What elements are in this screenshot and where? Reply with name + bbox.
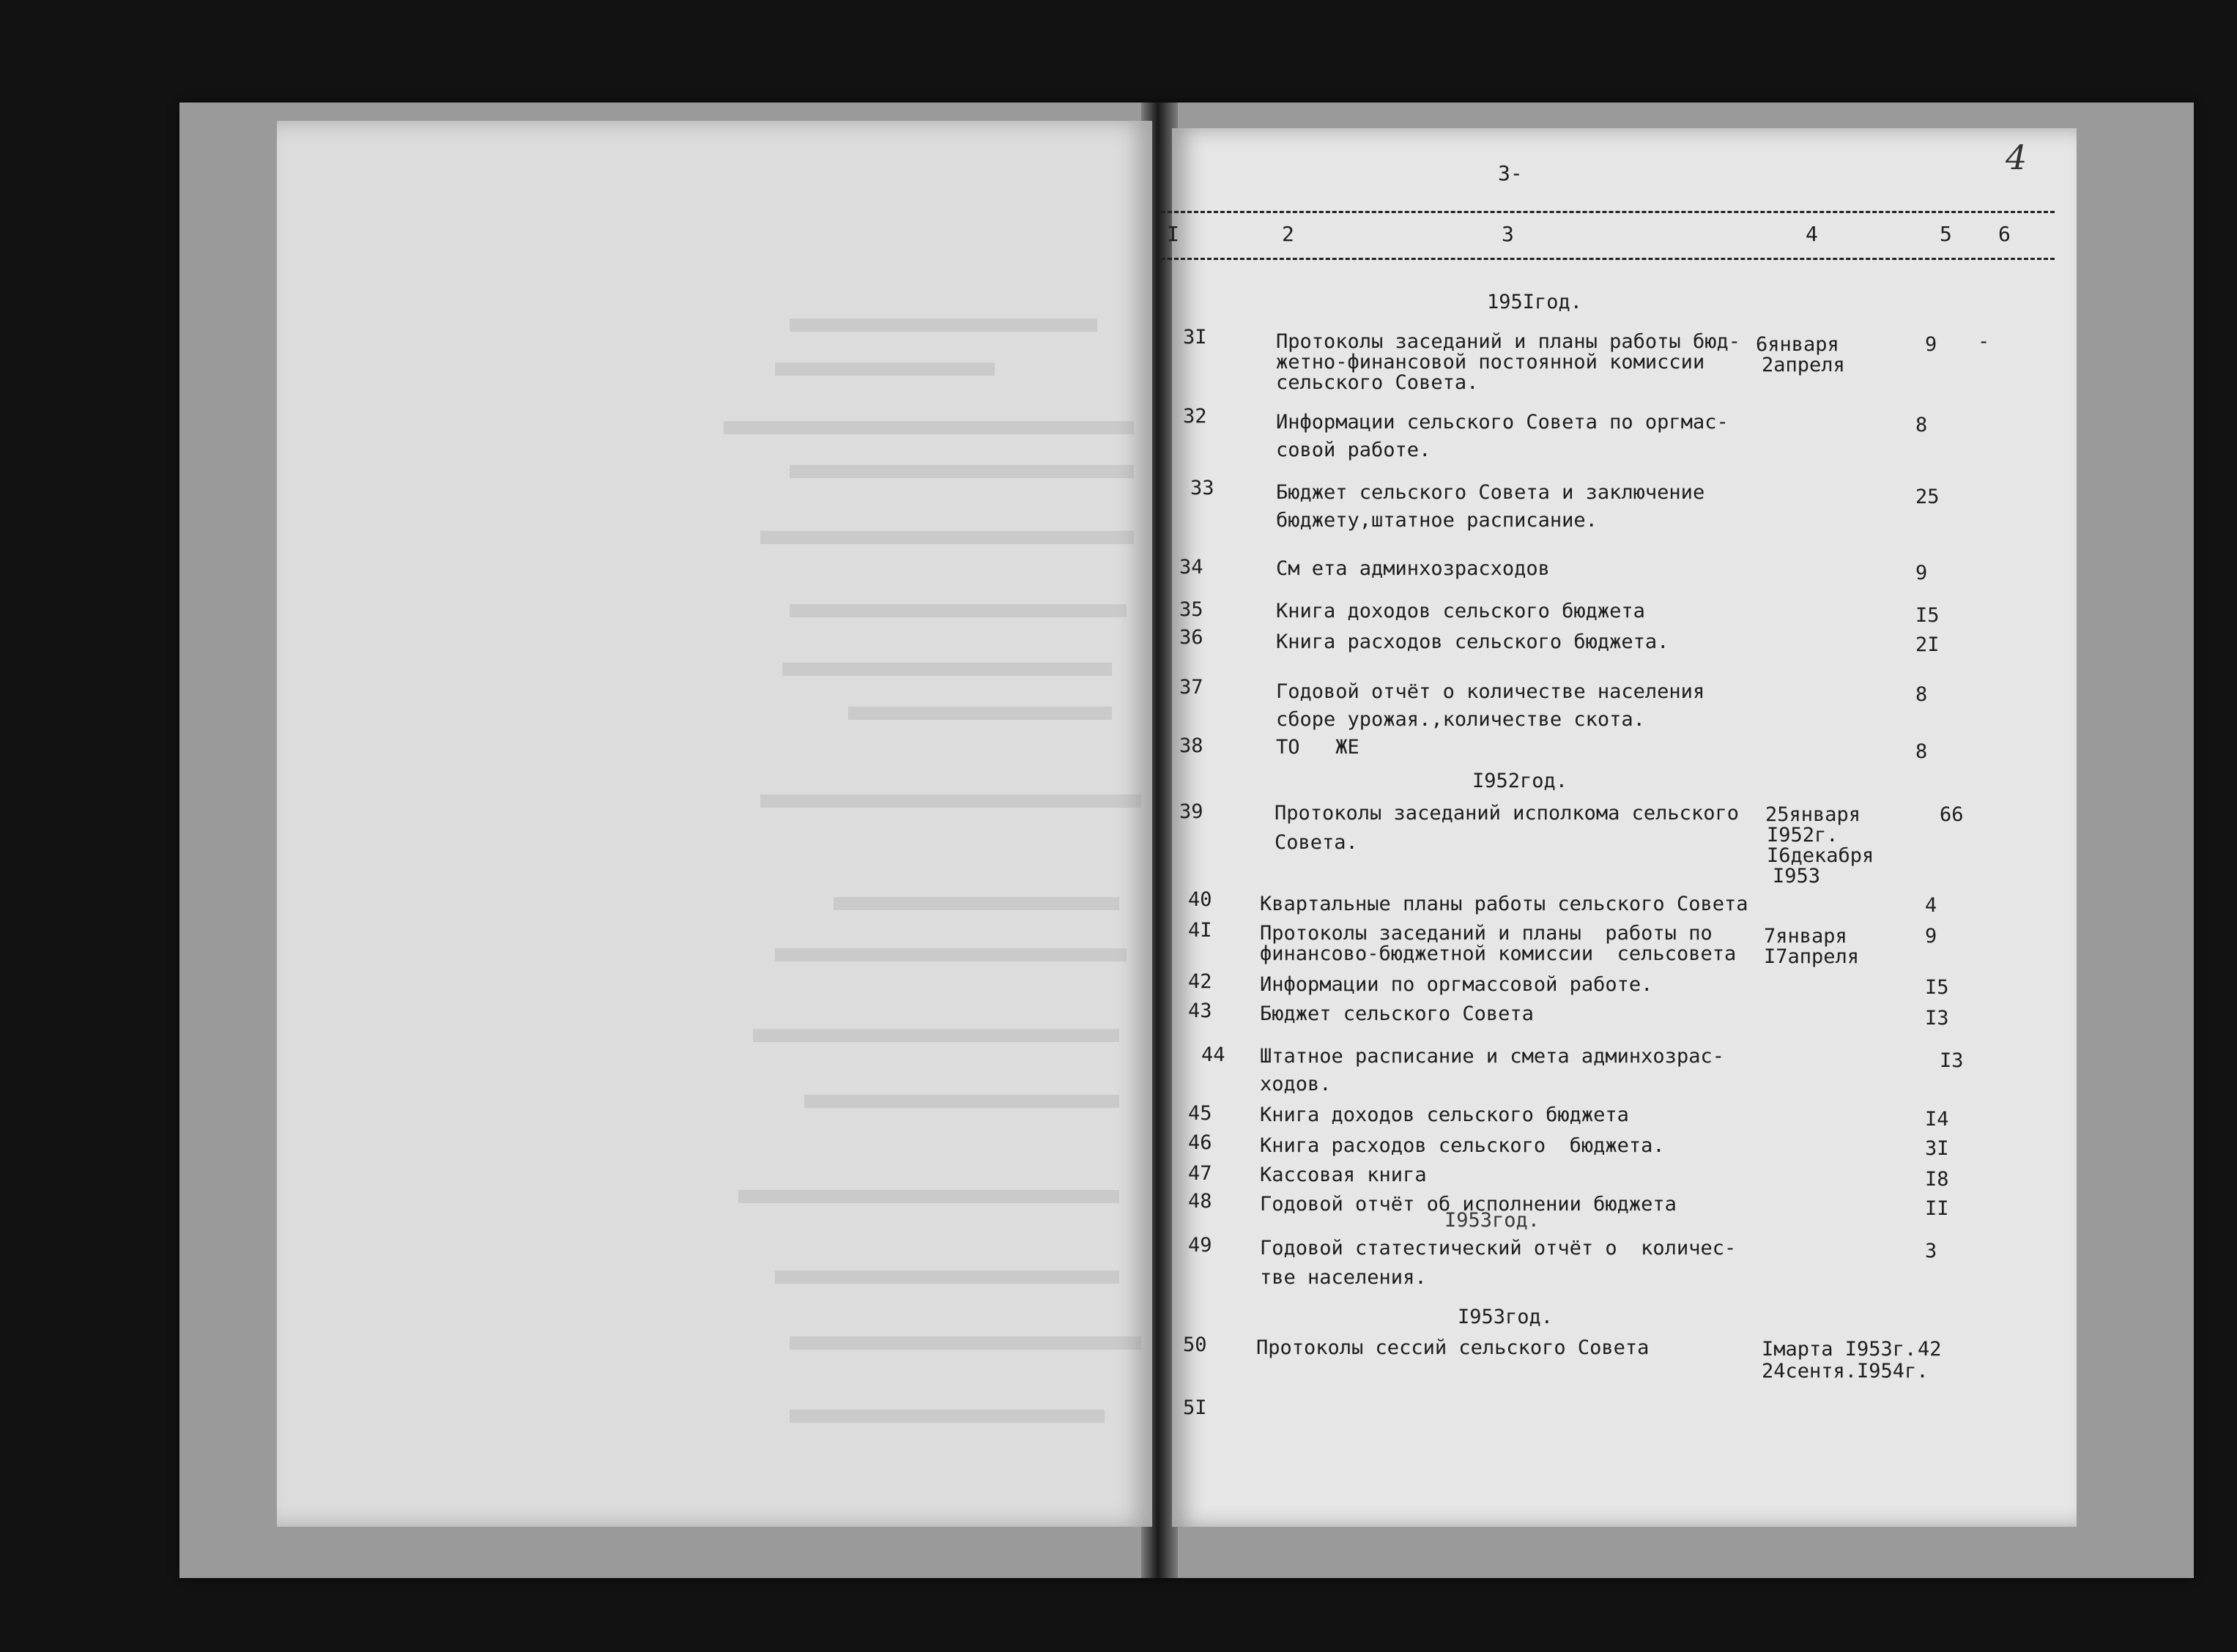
row-number: 38: [1179, 734, 1203, 757]
row-title-line: ТО ЖЕ: [1276, 736, 1359, 759]
row-sheet-count: 25: [1915, 485, 1940, 508]
bleed-through-line: [738, 1190, 1119, 1203]
row-date-line: 24сентя.I954г.: [1762, 1360, 1929, 1383]
row-title-line: Информации сельского Совета по оргмас-: [1276, 411, 1729, 434]
row-date-line: 25января: [1765, 803, 1861, 826]
row-number: 32: [1183, 405, 1207, 428]
row-date-line: I7апреля: [1764, 945, 1860, 968]
section-heading-1951: 195Iгод.: [1487, 291, 1583, 313]
row-number: 49: [1188, 1234, 1212, 1257]
row-sheet-count: 8: [1915, 740, 1928, 763]
row-number: 43: [1188, 1000, 1212, 1022]
header-rule-bottom: [1161, 258, 2055, 260]
header-rule-top: [1161, 211, 2055, 213]
row-sheet-count: 2I: [1915, 633, 1940, 656]
row-number: 47: [1188, 1162, 1212, 1185]
bleed-through-line: [804, 1095, 1119, 1108]
row-title-line: жетно-финансовой постоянной комиссии: [1276, 351, 1705, 373]
row-sheet-count: 3I: [1925, 1137, 1949, 1160]
row-sheet-count: I3: [1925, 1007, 1949, 1030]
section-heading-1952: I952год.: [1472, 770, 1568, 792]
bleed-through-line: [775, 948, 1127, 961]
row-sheet-count: I4: [1925, 1108, 1949, 1131]
row-sheet-count: 8: [1915, 414, 1928, 436]
row-sheet-count: 42: [1918, 1338, 1942, 1361]
row-title-line: Годовой отчёт об исполнении бюджета: [1260, 1193, 1677, 1216]
row-sheet-count: II: [1925, 1197, 1949, 1220]
page-number: 3-: [1498, 161, 1523, 185]
row-date-line: I953: [1773, 865, 1821, 888]
row-number: 5I: [1183, 1396, 1207, 1419]
row-title-line: Книга доходов сельского бюджета: [1276, 600, 1645, 622]
row-date-line: 7января: [1764, 925, 1847, 948]
row-title-line: Бюджет сельского Совета и заключение: [1276, 481, 1705, 504]
row-title-line: Протоколы заседаний исполкома сельского: [1275, 802, 1739, 825]
row-title-line: См ета админхозрасходов: [1276, 557, 1550, 580]
row-extra-mark: -: [1978, 330, 1990, 353]
row-title-line: ходов.: [1260, 1073, 1332, 1095]
row-sheet-count: I5: [1925, 976, 1949, 999]
row-title-line: бюджету,штатное расписание.: [1276, 509, 1598, 532]
row-title-line: Годовой статестический отчёт о количес-: [1260, 1237, 1737, 1260]
row-number: 46: [1188, 1131, 1212, 1154]
row-title-line: Протоколы сессий сельского Совета: [1256, 1336, 1650, 1359]
left-page: [277, 121, 1152, 1527]
row-number: 39: [1179, 800, 1203, 823]
bleed-through-line: [790, 1336, 1141, 1350]
row-title-line: Протоколы заседаний и планы работы по: [1260, 922, 1713, 945]
row-title-line: сельского Совета.: [1276, 371, 1479, 394]
row-date-line: 2апреля: [1762, 354, 1845, 376]
column-header-3: 3: [1502, 222, 1514, 246]
row-number: 36: [1179, 626, 1203, 649]
row-title-line: тве населения.: [1260, 1266, 1427, 1289]
row-title-line: Бюджет сельского Совета: [1260, 1002, 1534, 1025]
row-number: 33: [1190, 477, 1214, 499]
archival-sheet-mark: 4: [2006, 138, 2028, 177]
bleed-through-line: [775, 362, 995, 376]
bleed-through-line: [790, 604, 1127, 617]
row-title-line: Штатное расписание и смета админхозрас-: [1260, 1045, 1724, 1068]
row-number: 50: [1183, 1333, 1207, 1356]
row-sheet-count: I8: [1925, 1168, 1949, 1191]
row-date-line: I952г.: [1767, 824, 1839, 847]
row-title-line: Квартальные планы работы сельского Совета: [1260, 893, 1748, 915]
row-sheet-count: 3: [1925, 1240, 1937, 1262]
column-header-2: 2: [1282, 222, 1294, 246]
row-title-line: Совета.: [1275, 831, 1358, 854]
column-header-4: 4: [1806, 222, 1818, 246]
row-title-line: Протоколы заседаний и планы работы бюд-: [1276, 330, 1740, 353]
row-number: 48: [1188, 1190, 1212, 1213]
row-title-line: сборе урожая.,количестве скота.: [1276, 708, 1645, 731]
row-title-line: Кассовая книга: [1260, 1164, 1427, 1186]
column-header-5: 5: [1940, 222, 1952, 246]
row-title-line: Книга расходов сельского бюджета.: [1260, 1134, 1665, 1157]
bleed-through-line: [790, 1410, 1105, 1423]
row-sheet-count: I5: [1915, 604, 1940, 627]
section-heading-overtyped: I953год.: [1444, 1209, 1540, 1232]
column-header-1: I: [1167, 222, 1179, 246]
row-number: 4I: [1188, 919, 1212, 942]
column-header-6: 6: [1998, 222, 2011, 246]
row-sheet-count: 66: [1940, 803, 1964, 826]
row-sheet-count: 4: [1925, 894, 1937, 917]
section-heading-1953: I953год.: [1458, 1306, 1554, 1328]
bleed-through-line: [790, 319, 1097, 332]
row-title-line: финансово-бюджетной комиссии сельсовета: [1260, 942, 1737, 965]
row-number: 37: [1179, 676, 1203, 699]
bleed-through-line: [753, 1029, 1119, 1042]
row-date-line: 6января: [1756, 333, 1839, 356]
row-number: 42: [1188, 970, 1212, 993]
bleed-through-line: [775, 1270, 1119, 1284]
row-number: 35: [1179, 598, 1203, 621]
bleed-through-line: [782, 663, 1112, 676]
bleed-through-line: [760, 531, 1134, 544]
row-number: 40: [1188, 888, 1212, 911]
row-sheet-count: 9: [1925, 925, 1937, 948]
bleed-through-line: [760, 795, 1141, 808]
row-sheet-count: I3: [1940, 1049, 1964, 1072]
row-number: 45: [1188, 1102, 1212, 1125]
row-title-line: совой работе.: [1276, 439, 1431, 461]
row-date-line: Iмарта I953г.: [1762, 1338, 1917, 1361]
row-title-line: Книга расходов сельского бюджета.: [1276, 630, 1669, 653]
row-sheet-count: 9: [1915, 562, 1928, 584]
bleed-through-line: [834, 897, 1119, 910]
bleed-through-line: [848, 707, 1112, 720]
row-date-line: I6декабря: [1767, 844, 1874, 867]
bleed-through-line: [790, 465, 1134, 478]
row-sheet-count: 8: [1915, 683, 1928, 706]
bleed-through-line: [724, 421, 1134, 434]
row-title-line: Информации по оргмассовой работе.: [1260, 973, 1653, 996]
row-title-line: Годовой отчёт о количестве населения: [1276, 680, 1705, 703]
row-sheet-count: 9: [1925, 333, 1937, 356]
row-number: 44: [1201, 1043, 1225, 1066]
row-number: 3I: [1183, 326, 1207, 349]
row-title-line: Книга доходов сельского бюджета: [1260, 1104, 1629, 1126]
row-number: 34: [1179, 556, 1203, 578]
